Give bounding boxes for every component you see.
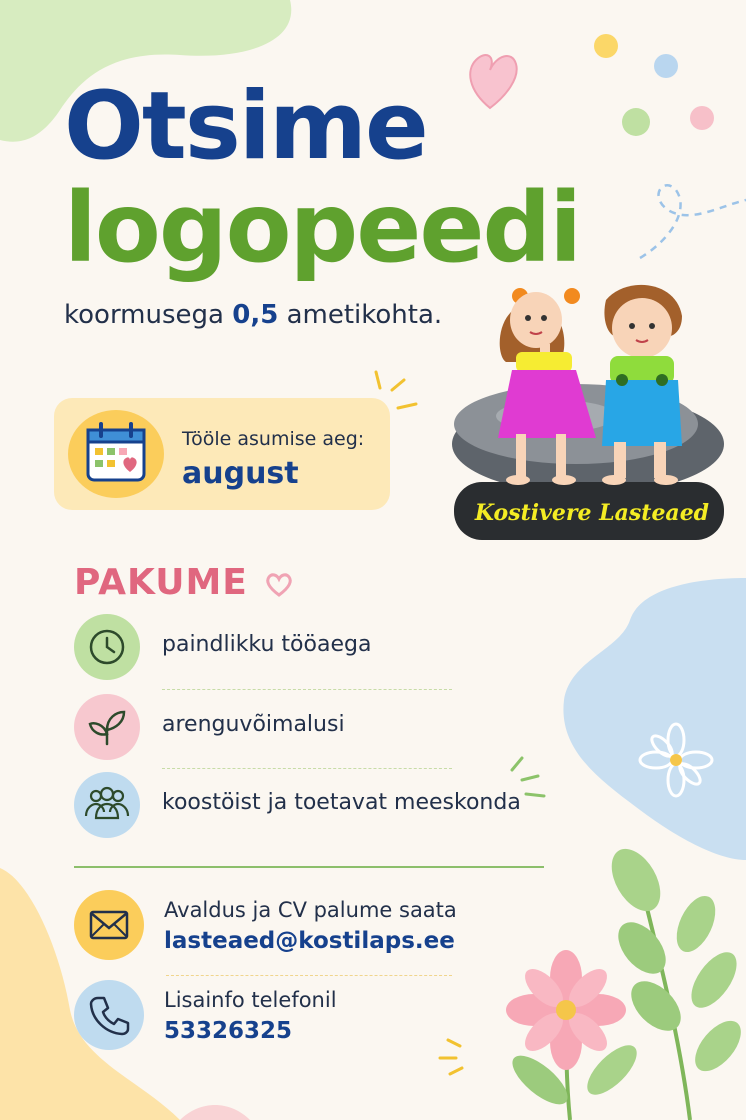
contact-icon-badge	[74, 890, 144, 960]
calendar-badge	[68, 410, 164, 498]
offer-divider	[162, 689, 452, 690]
offer-item-flexible-hours	[74, 614, 454, 680]
offer-item-development	[74, 694, 454, 760]
subtitle	[64, 300, 442, 330]
pink-blob-bottom	[180, 1105, 250, 1120]
phone-number[interactable]: 53326325	[164, 1018, 293, 1044]
phone-icon	[74, 980, 144, 1050]
offer-title-text: PAKUME	[74, 562, 248, 603]
heart-decoration	[470, 55, 516, 108]
offer-icon-badge	[74, 772, 140, 838]
green-dot	[622, 108, 650, 136]
offer-icon-badge	[74, 614, 140, 680]
blue-blob-right	[563, 578, 746, 860]
offer-title	[74, 562, 296, 603]
contact-icon-badge	[74, 980, 144, 1050]
start-date-card	[54, 398, 390, 510]
offer-item-teamwork	[74, 772, 521, 838]
contact-phone-block	[74, 980, 494, 1050]
yellow-dot	[594, 34, 618, 58]
heart-outline-icon	[262, 569, 296, 599]
calendar-heart-icon	[68, 410, 164, 498]
clock-icon	[74, 614, 140, 680]
envelope-icon	[74, 890, 144, 960]
offer-item-label: koostöist ja toetavat meeskonda	[162, 790, 521, 815]
blue-dot	[654, 54, 678, 78]
offer-icon-badge	[74, 694, 140, 760]
sprout-icon	[74, 694, 140, 760]
contact-divider	[166, 975, 452, 976]
headline-line-1: Otsime	[64, 72, 427, 181]
offer-item-label: paindlikku tööaega	[162, 632, 372, 657]
start-date-label: Tööle asumise aeg:	[182, 428, 365, 450]
contact-email-block	[74, 890, 494, 960]
workload-value: 0,5	[232, 300, 279, 330]
phone-label: Lisainfo telefonil	[164, 988, 337, 1012]
logo-text: Kostivere Lasteaed	[474, 500, 710, 526]
pink-flower	[506, 950, 626, 1070]
section-divider	[74, 866, 544, 868]
offer-divider	[162, 768, 452, 769]
subtitle-prefix: koormusega	[64, 300, 224, 330]
email-link[interactable]: lasteaed@kostilaps.ee	[164, 928, 455, 954]
headline-line-2: logopeedi	[64, 172, 581, 284]
start-date-value: august	[182, 456, 299, 491]
subtitle-suffix: ametikohta.	[286, 300, 443, 330]
team-icon	[74, 772, 140, 838]
offer-item-label: arenguvõimalusi	[162, 712, 345, 737]
application-label: Avaldus ja CV palume saata	[164, 898, 457, 922]
dashed-loop	[640, 185, 746, 258]
pink-dot	[690, 106, 714, 130]
kindergarten-logo	[446, 276, 736, 548]
